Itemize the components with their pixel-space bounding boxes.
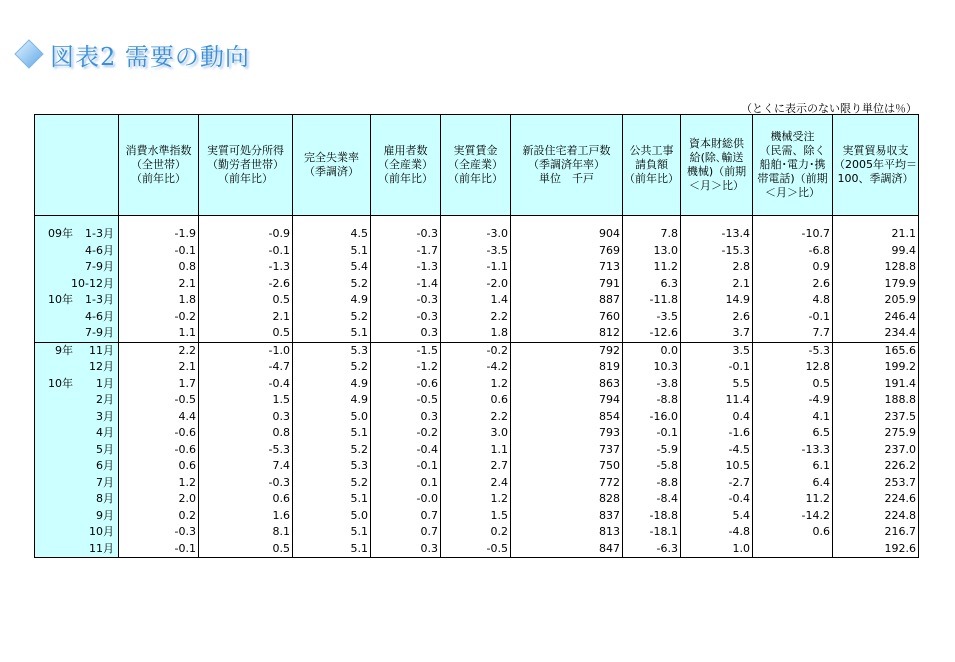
- table-cell: 5.0: [293, 508, 371, 525]
- table-cell: 21.1: [833, 226, 919, 243]
- column-header: 実質貿易収支 （2005年平均＝ 100、季調済）: [833, 115, 919, 216]
- table-cell: -16.0: [623, 409, 681, 426]
- row-label: [35, 442, 119, 459]
- table-cell: 760: [511, 309, 623, 326]
- table-cell: 7.4: [199, 458, 293, 475]
- table-cell: -8.4: [623, 491, 681, 508]
- row-period: 11月: [89, 343, 114, 357]
- table-cell: -2.7: [681, 475, 753, 492]
- table-row: [35, 325, 919, 342]
- table-cell: -0.5: [119, 392, 199, 409]
- column-header: 機械受注 （民需、除く 船舶･電力･携 帯電話)（前期 ＜月＞比）: [753, 115, 833, 216]
- table-cell: 2.4: [441, 475, 511, 492]
- table-cell: 226.2: [833, 458, 919, 475]
- row-year: 9年: [55, 343, 73, 357]
- table-cell: 4.9: [293, 376, 371, 393]
- row-label: [35, 508, 119, 525]
- table-cell: 5.2: [293, 359, 371, 376]
- table-cell: 1.5: [441, 508, 511, 525]
- table-cell: 5.1: [293, 425, 371, 442]
- table-cell: 2.0: [119, 491, 199, 508]
- row-period: 6月: [96, 459, 114, 473]
- row-label: [35, 475, 119, 492]
- table-cell: 5.5: [681, 376, 753, 393]
- table-cell: 11.2: [753, 491, 833, 508]
- table-cell: -0.6: [119, 425, 199, 442]
- table-cell: -5.9: [623, 442, 681, 459]
- table-cell: 5.1: [293, 491, 371, 508]
- column-header: 新設住宅着工戸数 （季調済年率） 単位 千戸: [511, 115, 623, 216]
- table-cell: 0.4: [681, 409, 753, 426]
- table-cell: 11.4: [681, 392, 753, 409]
- table-cell: 0.8: [199, 425, 293, 442]
- table-cell: 5.4: [681, 508, 753, 525]
- row-label: [35, 491, 119, 508]
- table-cell: -1.0: [199, 342, 293, 359]
- table-cell: -1.3: [371, 259, 441, 276]
- spacer-row: [35, 216, 919, 227]
- table-cell: -0.4: [371, 442, 441, 459]
- table-cell: -13.3: [753, 442, 833, 459]
- table-cell: -0.1: [119, 541, 199, 558]
- row-label: [35, 458, 119, 475]
- row-label: [35, 425, 119, 442]
- table-cell: -4.9: [753, 392, 833, 409]
- table-cell: -1.6: [681, 425, 753, 442]
- table-cell: 713: [511, 259, 623, 276]
- table-cell: 2.2: [441, 309, 511, 326]
- table-cell: -11.8: [623, 292, 681, 309]
- table-cell: -5.3: [753, 342, 833, 359]
- table-cell: 0.5: [753, 376, 833, 393]
- table-cell: 10.3: [623, 359, 681, 376]
- table-cell: 1.0: [681, 541, 753, 558]
- table-cell: -4.2: [441, 359, 511, 376]
- table-row: [35, 276, 919, 293]
- table-cell: 1.8: [119, 292, 199, 309]
- table-cell: 4.4: [119, 409, 199, 426]
- table-cell: -8.8: [623, 392, 681, 409]
- table-cell: 1.4: [441, 292, 511, 309]
- table-cell: 4.5: [293, 226, 371, 243]
- row-year: [35, 325, 73, 341]
- row-label: [35, 243, 119, 260]
- table-cell: 5.3: [293, 342, 371, 359]
- row-year: [35, 309, 73, 325]
- table-cell: 813: [511, 524, 623, 541]
- table-cell: 791: [511, 276, 623, 293]
- table-cell: 5.2: [293, 276, 371, 293]
- row-year: 10年: [48, 376, 73, 390]
- table-cell: -4.5: [681, 442, 753, 459]
- table-row: [35, 458, 919, 475]
- row-period: 8月: [96, 492, 114, 506]
- table-cell: 5.4: [293, 259, 371, 276]
- table-cell: 1.7: [119, 376, 199, 393]
- header-row: [35, 115, 919, 216]
- row-label: [35, 276, 119, 293]
- row-year: [35, 276, 71, 292]
- table-cell: 772: [511, 475, 623, 492]
- table-cell: -3.0: [441, 226, 511, 243]
- table-cell: 1.6: [199, 508, 293, 525]
- row-label: [35, 392, 119, 409]
- row-period: 1-3月: [85, 293, 114, 307]
- table-cell: 794: [511, 392, 623, 409]
- table-cell: -8.8: [623, 475, 681, 492]
- row-label: [35, 409, 119, 426]
- table-row: [35, 524, 919, 541]
- table-cell: -0.6: [371, 376, 441, 393]
- table-cell: 0.3: [371, 325, 441, 342]
- row-period: 4月: [96, 426, 114, 440]
- table-cell: 6.4: [753, 475, 833, 492]
- table-cell: 828: [511, 491, 623, 508]
- table-cell: -4.8: [681, 524, 753, 541]
- table-cell: -0.3: [371, 309, 441, 326]
- row-year: [35, 425, 73, 441]
- row-year: [35, 409, 73, 425]
- table-cell: -12.6: [623, 325, 681, 342]
- table-cell: 0.7: [371, 508, 441, 525]
- table-cell: 179.9: [833, 276, 919, 293]
- row-label: [35, 524, 119, 541]
- table-cell: 2.1: [119, 359, 199, 376]
- table-cell: 0.3: [371, 409, 441, 426]
- row-period: 1月: [96, 376, 114, 390]
- table-cell: 4.8: [753, 292, 833, 309]
- table-cell: -6.3: [623, 541, 681, 558]
- row-label: [35, 292, 119, 309]
- table-cell: -2.6: [199, 276, 293, 293]
- table-cell: 4.9: [293, 292, 371, 309]
- table-body: [35, 216, 919, 558]
- table-cell: -0.3: [199, 475, 293, 492]
- table-cell: 0.6: [753, 524, 833, 541]
- table-cell: -4.7: [199, 359, 293, 376]
- row-year: [35, 508, 73, 524]
- table-cell: -0.9: [199, 226, 293, 243]
- table-cell: -5.8: [623, 458, 681, 475]
- table-cell: 128.8: [833, 259, 919, 276]
- table-cell: -0.1: [753, 309, 833, 326]
- row-year: [35, 259, 73, 275]
- table-cell: -3.5: [623, 309, 681, 326]
- table-cell: 4.9: [293, 392, 371, 409]
- table-cell: -0.6: [119, 442, 199, 459]
- row-period: 10-12月: [71, 276, 114, 290]
- row-year: [35, 359, 73, 375]
- table-row: [35, 491, 919, 508]
- table-cell: 5.0: [293, 409, 371, 426]
- row-year: 10年: [48, 293, 73, 307]
- row-period: 12月: [89, 360, 114, 374]
- table-cell: 2.2: [119, 342, 199, 359]
- row-label: [35, 541, 119, 558]
- table-cell: 6.5: [753, 425, 833, 442]
- row-year: [35, 392, 73, 408]
- table-cell: 199.2: [833, 359, 919, 376]
- table-cell: 5.2: [293, 309, 371, 326]
- table-cell: -14.2: [753, 508, 833, 525]
- table-cell: 246.4: [833, 309, 919, 326]
- row-period: 9月: [96, 508, 114, 522]
- row-label: [35, 226, 119, 243]
- table-cell: -13.4: [681, 226, 753, 243]
- row-label: [35, 259, 119, 276]
- table-row: [35, 259, 919, 276]
- table-cell: 99.4: [833, 243, 919, 260]
- table-cell: [753, 541, 833, 558]
- table-cell: 1.8: [441, 325, 511, 342]
- table-cell: 224.6: [833, 491, 919, 508]
- row-year: [35, 243, 73, 259]
- table-cell: -0.1: [119, 243, 199, 260]
- table-cell: 0.9: [753, 259, 833, 276]
- table-cell: 0.6: [119, 458, 199, 475]
- table-cell: 1.2: [441, 491, 511, 508]
- table-cell: 237.0: [833, 442, 919, 459]
- table-cell: -0.0: [371, 491, 441, 508]
- row-period: 1-3月: [85, 227, 114, 241]
- table-cell: 0.5: [199, 541, 293, 558]
- table-cell: 8.1: [199, 524, 293, 541]
- table-row: [35, 243, 919, 260]
- table-cell: 192.6: [833, 541, 919, 558]
- table-cell: -0.2: [371, 425, 441, 442]
- row-year: [35, 458, 73, 474]
- table-cell: 275.9: [833, 425, 919, 442]
- row-year: [35, 541, 73, 557]
- table-cell: 2.8: [681, 259, 753, 276]
- table-cell: 5.1: [293, 524, 371, 541]
- table-cell: 13.0: [623, 243, 681, 260]
- row-period: 3月: [96, 409, 114, 423]
- table-cell: 3.0: [441, 425, 511, 442]
- row-period: 11月: [89, 541, 114, 555]
- table-row: [35, 226, 919, 243]
- table-cell: 2.1: [119, 276, 199, 293]
- column-header: 雇用者数 （全産業） （前年比）: [371, 115, 441, 216]
- diamond-icon: [14, 39, 44, 69]
- unit-note: （とくに表示のない限り単位は％）: [741, 102, 917, 115]
- table-row: [35, 359, 919, 376]
- table-cell: 2.7: [441, 458, 511, 475]
- table-cell: 216.7: [833, 524, 919, 541]
- table-cell: -0.1: [371, 458, 441, 475]
- row-label: [35, 325, 119, 342]
- table-cell: -1.9: [119, 226, 199, 243]
- table-cell: -18.1: [623, 524, 681, 541]
- table-cell: -1.7: [371, 243, 441, 260]
- table-cell: -0.2: [119, 309, 199, 326]
- table-row: [35, 309, 919, 326]
- table-cell: 5.2: [293, 475, 371, 492]
- table-cell: 0.6: [441, 392, 511, 409]
- table-cell: 0.7: [371, 524, 441, 541]
- table-cell: 819: [511, 359, 623, 376]
- table-row: [35, 376, 919, 393]
- table-row: [35, 475, 919, 492]
- table-cell: 165.6: [833, 342, 919, 359]
- table-row: [35, 409, 919, 426]
- table-row: [35, 292, 919, 309]
- table-cell: -1.2: [371, 359, 441, 376]
- table-cell: 904: [511, 226, 623, 243]
- table-cell: 0.6: [199, 491, 293, 508]
- table-cell: 792: [511, 342, 623, 359]
- table-cell: 234.4: [833, 325, 919, 342]
- table-cell: 1.1: [441, 442, 511, 459]
- table-cell: -1.4: [371, 276, 441, 293]
- table-cell: -6.8: [753, 243, 833, 260]
- table-cell: 0.2: [441, 524, 511, 541]
- title-area: [14, 34, 250, 74]
- table-cell: 847: [511, 541, 623, 558]
- table-cell: 14.9: [681, 292, 753, 309]
- row-label: [35, 342, 119, 359]
- row-period: 4-6月: [85, 243, 114, 257]
- table-cell: 1.2: [119, 475, 199, 492]
- table-cell: 0.3: [371, 541, 441, 558]
- page-title: 図表2 需要の動向: [50, 42, 250, 71]
- table-cell: -0.5: [371, 392, 441, 409]
- table-cell: 2.1: [199, 309, 293, 326]
- table-cell: 6.1: [753, 458, 833, 475]
- table-cell: -1.1: [441, 259, 511, 276]
- table-row: [35, 541, 919, 558]
- column-header: 公共工事 請負額 （前年比）: [623, 115, 681, 216]
- table-cell: 205.9: [833, 292, 919, 309]
- table-cell: -0.3: [119, 524, 199, 541]
- table-cell: -0.1: [199, 243, 293, 260]
- table-row: [35, 425, 919, 442]
- table-cell: -2.0: [441, 276, 511, 293]
- table-cell: 0.5: [199, 292, 293, 309]
- table-cell: 0.8: [119, 259, 199, 276]
- row-period: 4-6月: [85, 309, 114, 323]
- table-cell: -10.7: [753, 226, 833, 243]
- row-label: [35, 376, 119, 393]
- table-cell: 2.6: [681, 309, 753, 326]
- row-year: [35, 475, 73, 491]
- table-row: [35, 342, 919, 359]
- row-year: [35, 524, 73, 540]
- table-cell: 793: [511, 425, 623, 442]
- table-cell: 1.5: [199, 392, 293, 409]
- table-cell: 750: [511, 458, 623, 475]
- row-year: [35, 442, 73, 458]
- column-header: 実質可処分所得 （勤労者世帯） （前年比）: [199, 115, 293, 216]
- row-period: 2月: [96, 393, 114, 407]
- table-cell: -0.4: [199, 376, 293, 393]
- table-cell: 0.0: [623, 342, 681, 359]
- table-cell: 237.5: [833, 409, 919, 426]
- table-cell: 1.2: [441, 376, 511, 393]
- table-cell: 1.1: [119, 325, 199, 342]
- table-cell: 7.7: [753, 325, 833, 342]
- column-header: 資本財総供 給(除､輸送 機械)（前期 ＜月＞比）: [681, 115, 753, 216]
- table-cell: -1.5: [371, 342, 441, 359]
- table-cell: 191.4: [833, 376, 919, 393]
- table-cell: 4.1: [753, 409, 833, 426]
- table-row: [35, 508, 919, 525]
- table-cell: 6.3: [623, 276, 681, 293]
- table-cell: 0.2: [119, 508, 199, 525]
- table-cell: 3.7: [681, 325, 753, 342]
- table-cell: 3.5: [681, 342, 753, 359]
- table-cell: -0.2: [441, 342, 511, 359]
- table-cell: 887: [511, 292, 623, 309]
- table-cell: 5.2: [293, 442, 371, 459]
- table-cell: 5.1: [293, 243, 371, 260]
- table-cell: -15.3: [681, 243, 753, 260]
- table-cell: 812: [511, 325, 623, 342]
- table-cell: 5.3: [293, 458, 371, 475]
- table-cell: 0.5: [199, 325, 293, 342]
- row-period: 7-9月: [85, 260, 114, 274]
- table-cell: 854: [511, 409, 623, 426]
- table-cell: 863: [511, 376, 623, 393]
- table-cell: 12.8: [753, 359, 833, 376]
- table-cell: 224.8: [833, 508, 919, 525]
- row-period: 7-9月: [85, 326, 114, 340]
- table-cell: -0.3: [371, 292, 441, 309]
- row-period: 5月: [96, 442, 114, 456]
- table-cell: 5.1: [293, 541, 371, 558]
- row-period: 7月: [96, 475, 114, 489]
- table-row: [35, 442, 919, 459]
- header-corner: [35, 115, 119, 216]
- table-cell: -0.3: [371, 226, 441, 243]
- table-cell: -1.3: [199, 259, 293, 276]
- table-cell: 2.6: [753, 276, 833, 293]
- table-cell: 0.3: [199, 409, 293, 426]
- table-cell: -3.5: [441, 243, 511, 260]
- row-label: [35, 309, 119, 326]
- table-cell: 0.1: [371, 475, 441, 492]
- row-year: 09年: [48, 227, 73, 241]
- column-header: 実質賃金 （全産業） （前年比）: [441, 115, 511, 216]
- row-label: [35, 359, 119, 376]
- table-cell: 11.2: [623, 259, 681, 276]
- column-header: 消費水準指数 （全世帯） （前年比）: [119, 115, 199, 216]
- table-cell: 188.8: [833, 392, 919, 409]
- table-cell: -18.8: [623, 508, 681, 525]
- table-cell: 253.7: [833, 475, 919, 492]
- table-row: [35, 392, 919, 409]
- table-cell: -0.1: [681, 359, 753, 376]
- table-cell: 769: [511, 243, 623, 260]
- table-cell: -0.4: [681, 491, 753, 508]
- table-cell: -0.5: [441, 541, 511, 558]
- table-cell: 737: [511, 442, 623, 459]
- table-cell: -3.8: [623, 376, 681, 393]
- demand-table: [34, 114, 919, 558]
- table-cell: 2.2: [441, 409, 511, 426]
- column-header: 完全失業率 （季調済）: [293, 115, 371, 216]
- table-cell: 837: [511, 508, 623, 525]
- table-cell: 5.1: [293, 325, 371, 342]
- table-cell: -0.1: [623, 425, 681, 442]
- table-cell: -5.3: [199, 442, 293, 459]
- table-cell: 7.8: [623, 226, 681, 243]
- row-period: 10月: [89, 525, 114, 539]
- table-cell: 10.5: [681, 458, 753, 475]
- table-cell: 2.1: [681, 276, 753, 293]
- row-year: [35, 491, 73, 507]
